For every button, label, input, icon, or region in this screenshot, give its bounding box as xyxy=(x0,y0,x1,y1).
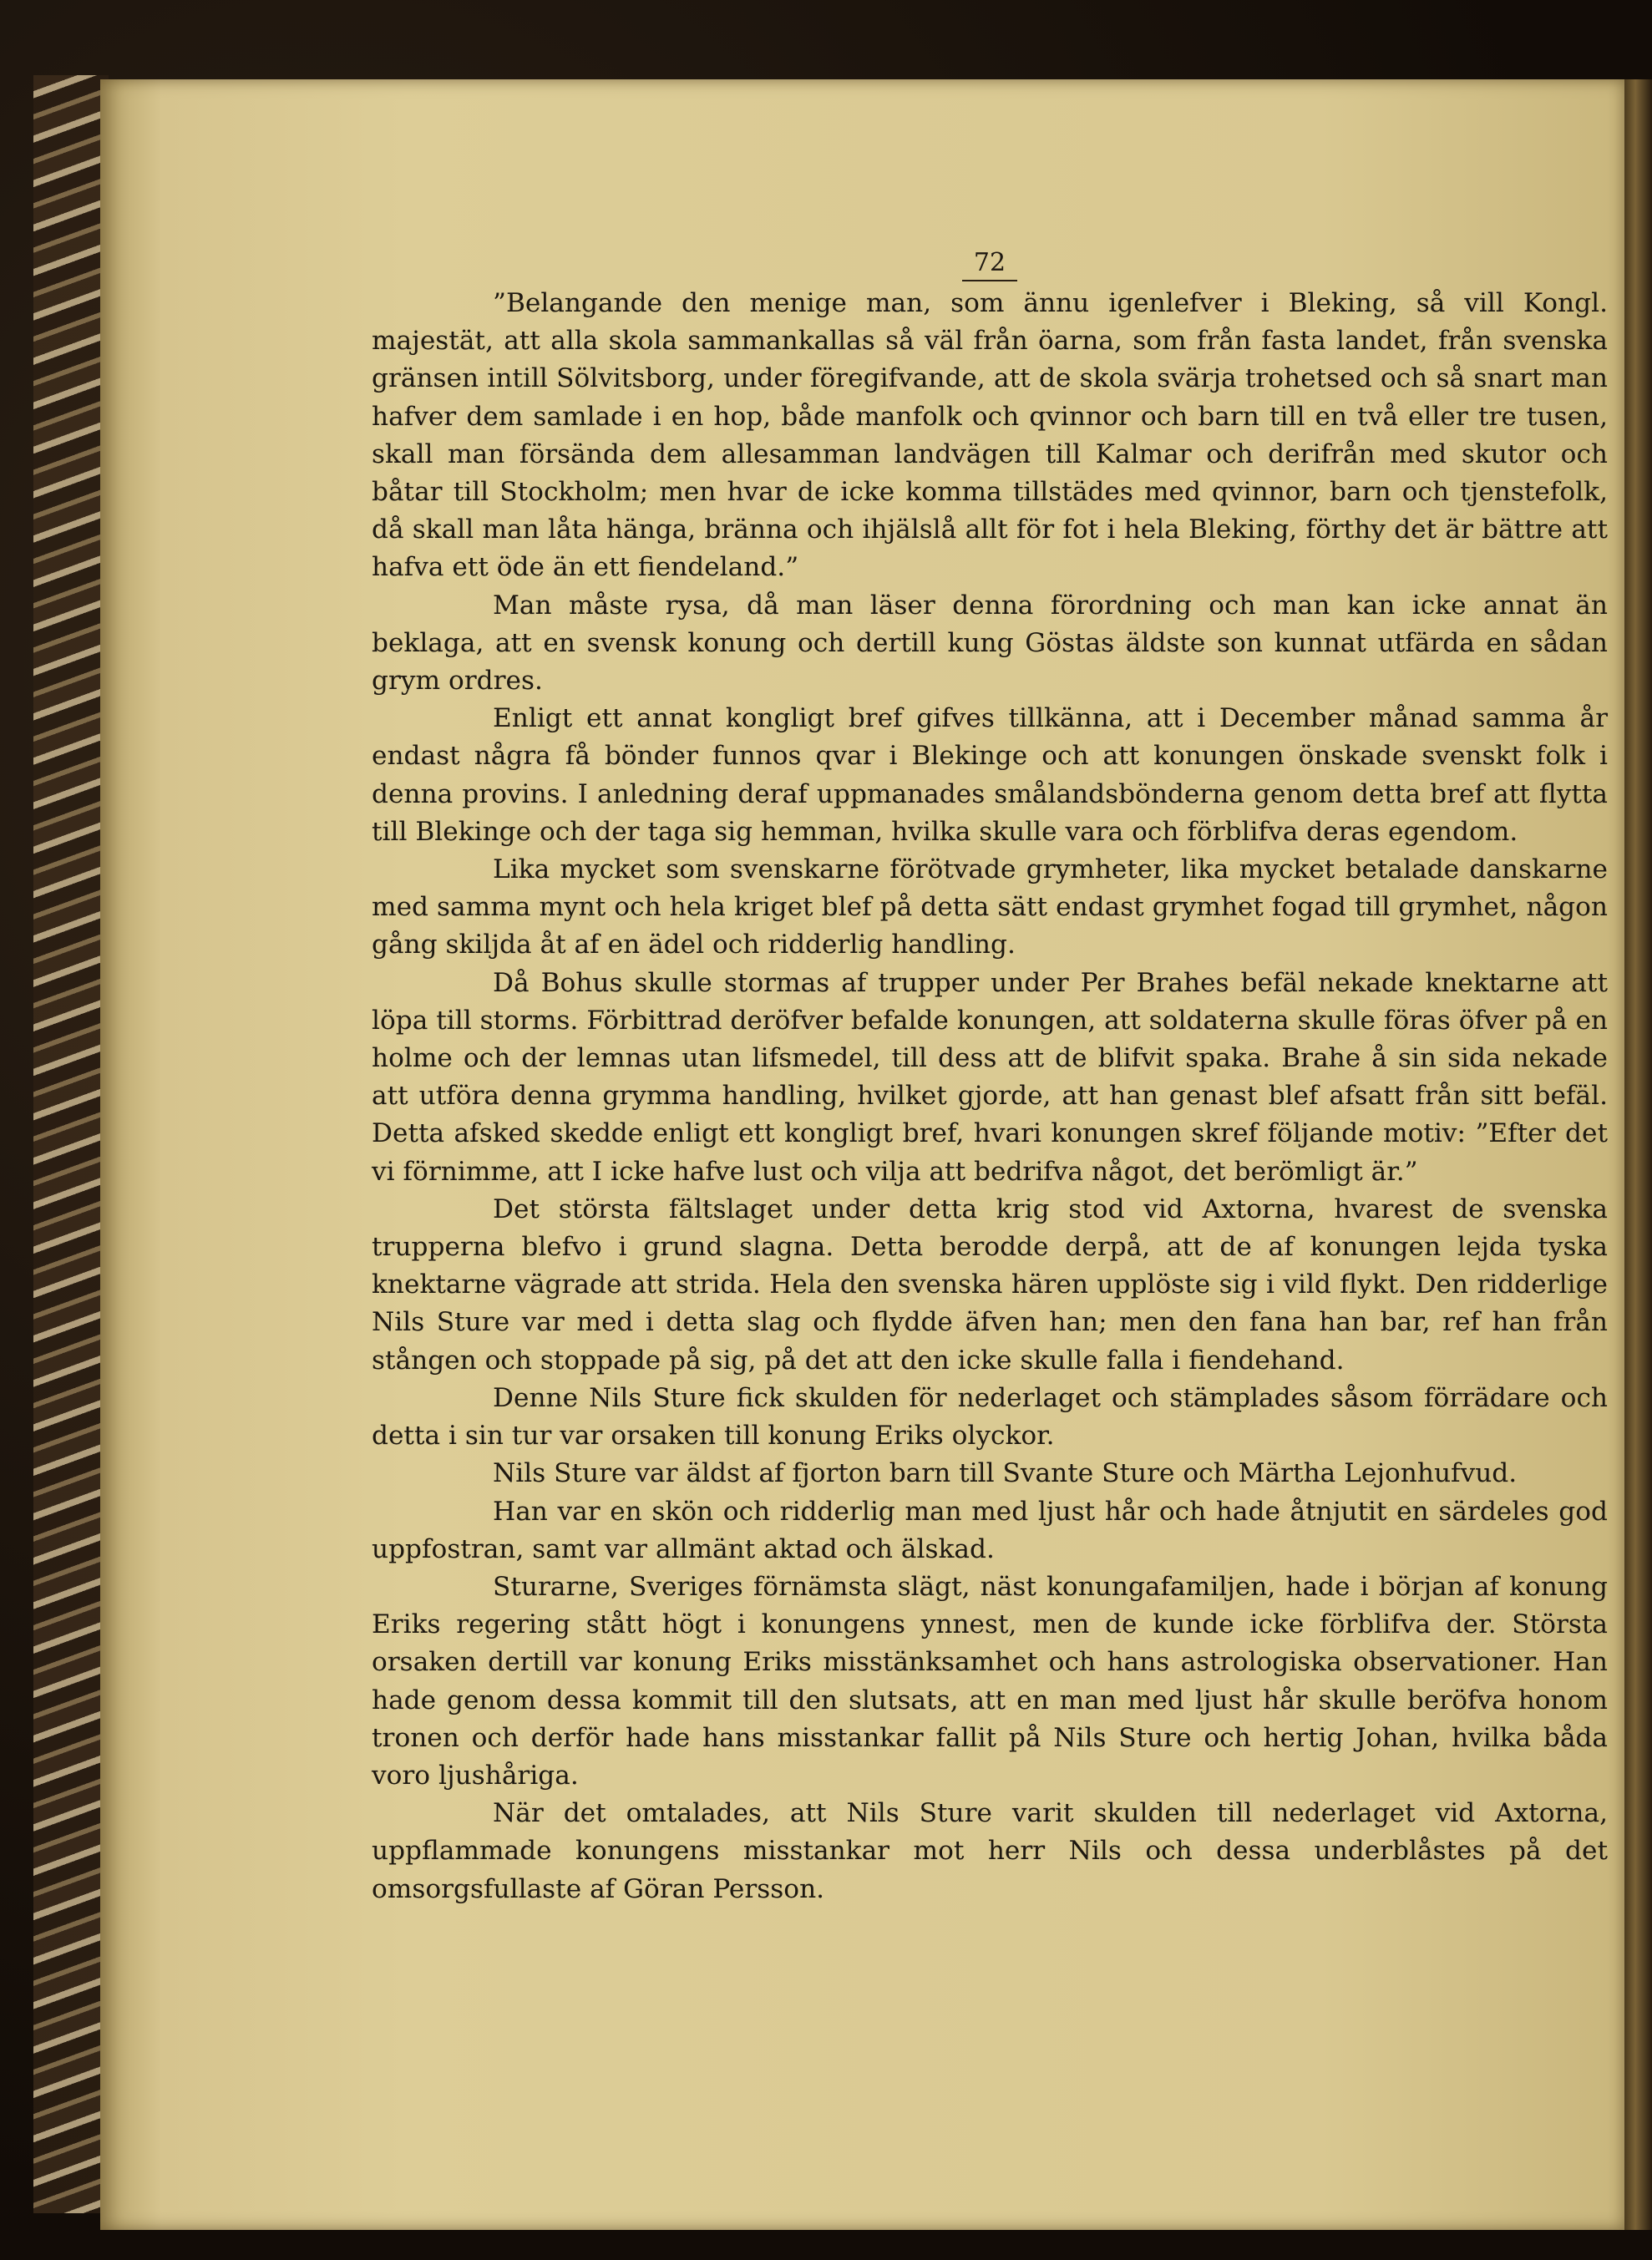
paragraph-9: Han var en skön och ridderlig man med ljust hår och hade åtnjutit en särdeles god uppfostran, samt var allmänt aktad och älskad. xyxy=(372,1496,1608,1564)
paragraph-8: Nils Sture var äldst af fjorton barn till Svante Sture och Märtha Lejonhufvud. xyxy=(493,1458,1518,1489)
paragraph-5: Då Bohus skulle stormas af trupper under Per Brahes befäl nekade knektarne att löpa till storms. Förbittrad deröfver befalde konungen, att soldaterna skulle föras öfver på en holme och der lemnas utan lifsmedel, till dess att de blifvit spaka. Brahe å sin sida nekade att utföra denna grymma handling, hvilket gjorde, att han genast blef afsatt från sitt befäl. Detta afsked skedde enligt ett kongligt bref, hvari konungen skref följande motiv: ”Efter det vi förnimme, att I icke hafve lust och vilja att bedrifva något, det berömligt är.” xyxy=(372,967,1608,1187)
paragraph-7: Denne Nils Sture fick skulden för nederlaget och stämplades såsom förrädare och detta i sin tur var orsaken till konung Eriks olyckor. xyxy=(372,1382,1608,1452)
paragraph-3: Enligt ett annat kongligt bref gifves tillkänna, att i December månad samma år endast några få bönder funnos qvar i Blekinge och att konungen önskade svenskt folk i denna provins. I anledning deraf uppmanades smålandsbönderna genom detta bref att flytta till Blekinge och der taga sig hemman, hvilka skulle vara och förblifva deras egendom. xyxy=(372,703,1608,847)
page-text xyxy=(372,246,1608,1908)
paragraph-11: När det omtalades, att Nils Sture varit skulden till nederlaget vid Axtorna, uppflammade konungens misstankar mot herr Nils och dessa underblåstes på det omsorgsfullaste af Göran Persson. xyxy=(372,1798,1608,1904)
paragraph-2: Man måste rysa, då man läser denna förordning och man kan icke annat än beklaga, att en svensk konung och dertill kung Göstas äldste son kunnat utfärda en sådan grym ordres. xyxy=(372,590,1608,697)
page-right-edge xyxy=(1624,79,1652,2230)
paragraph-1: ”Belangande den menige man, som ännu igenlefver i Bleking, så vill Kongl. majestät, att alla skola sammankallas så väl från öarna, som från fasta landet, från svenska gränsen intill Sölvitsborg, under föregifvande, att de skola svärja trohetsed och så snart man hafver dem samlade i en hop, både manfolk och qvinnor och barn till en två eller tre tusen, skall man försända dem allesamman landvägen till Kalmar och derifrån med skutor och båtar till Stockholm; men hvar de icke komma tillstädes med qvinnor, barn och tjenstefolk, då skall man låta hänga, bränna och ihjälslå allt för fot i hela Bleking, förthy det är bättre att hafva ett öde än ett fiendeland.” xyxy=(372,288,1608,583)
marbled-endpaper xyxy=(33,75,109,2213)
page-number xyxy=(372,246,1608,281)
paragraph-4: Lika mycket som svenskarne förötvade grymheter, lika mycket betalade danskarne med samma mynt och hela kriget blef på detta sätt endast grymhet fogad till grymhet, någon gång skiljda åt af en ädel och ridderlig handling. xyxy=(372,854,1608,960)
paragraph-6: Det största fältslaget under detta krig stod vid Axtorna, hvarest de svenska trupperna blefvo i grund slagna. Detta berodde derpå, att de af konungen lejda tyska knektarne vägrade att strida. Hela den svenska hären upplöste sig i vild flykt. Den ridderlige Nils Sture var med i detta slag och flydde äfven han; men den fana han bar, ref han från stången och stoppade på sig, på det att den icke skulle falla i fiendehand. xyxy=(372,1193,1608,1376)
page-number-text: 72 xyxy=(962,246,1017,281)
paragraph-10: Sturarne, Sveriges förnämsta slägt, näst konungafamiljen, hade i början af konung Eriks regering stått högt i konungens ynnest, men de kunde icke förblifva der. Största orsaken dertill var konung Eriks misstänksamhet och hans astrologiska observationer. Han hade genom dessa kommit till den slutsats, att en man med ljust hår skulle beröfva honom tronen och derför hade hans misstankar fallit på Nils Sture och hertig Johan, hvilka båda voro ljushåriga. xyxy=(372,1571,1608,1791)
